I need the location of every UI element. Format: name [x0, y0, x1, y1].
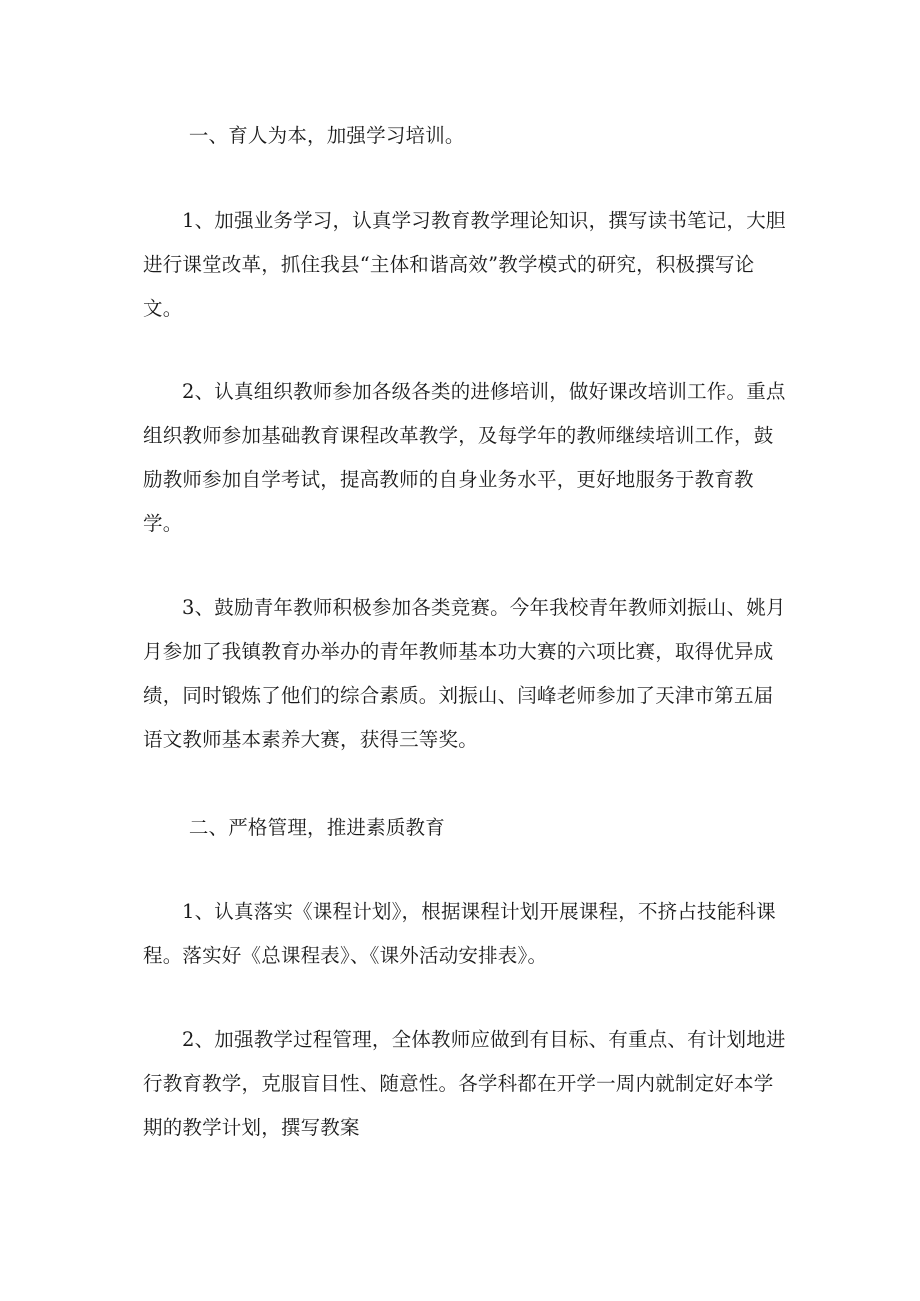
paragraph-1-3: 3、鼓励青年教师积极参加各类竞赛。今年我校青年教师刘振山、姚月月参加了我镇教育办举办的青年教师基本功大赛的六项比赛，取得优异成绩，同时锻炼了他们的综合素质。刘振山、闫峰老师参加了天津市第五届语文教师基本素养大赛，获得三等奖。 — [143, 596, 786, 751]
paragraph-1-2: 2、认真组织教师参加各级各类的进修培训，做好课改培训工作。重点组织教师参加基础教育课程改革教学，及每学年的教师继续培训工作，鼓励教师参加自学考试，提高教师的自身业务水平，更好地服务于教育教学。 — [143, 380, 786, 535]
paragraph-1-1: 1、加强业务学习，认真学习教育教学理论知识，撰写读书笔记，大胆进行课堂改革，抓住我县“主体和谐高效”教学模式的研究，积极撰写论文。 — [143, 209, 786, 320]
paragraph-2-1: 1、认真落实《课程计划》，根据课程计划开展课程，不挤占技能科课程。落实好《总课程表》、《课外活动安排表》。 — [143, 900, 776, 967]
section-heading-1: 一、育人为本，加强学习培训。 — [188, 124, 465, 147]
section-heading-2: 二、严格管理，推进素质教育 — [188, 816, 445, 839]
paragraph-2-2: 2、加强教学过程管理，全体教师应做到有目标、有重点、有计划地进行教育教学，克服盲目性、随意性。各学科都在开学一周内就制定好本学期的教学计划，撰写教案 — [143, 1028, 786, 1139]
